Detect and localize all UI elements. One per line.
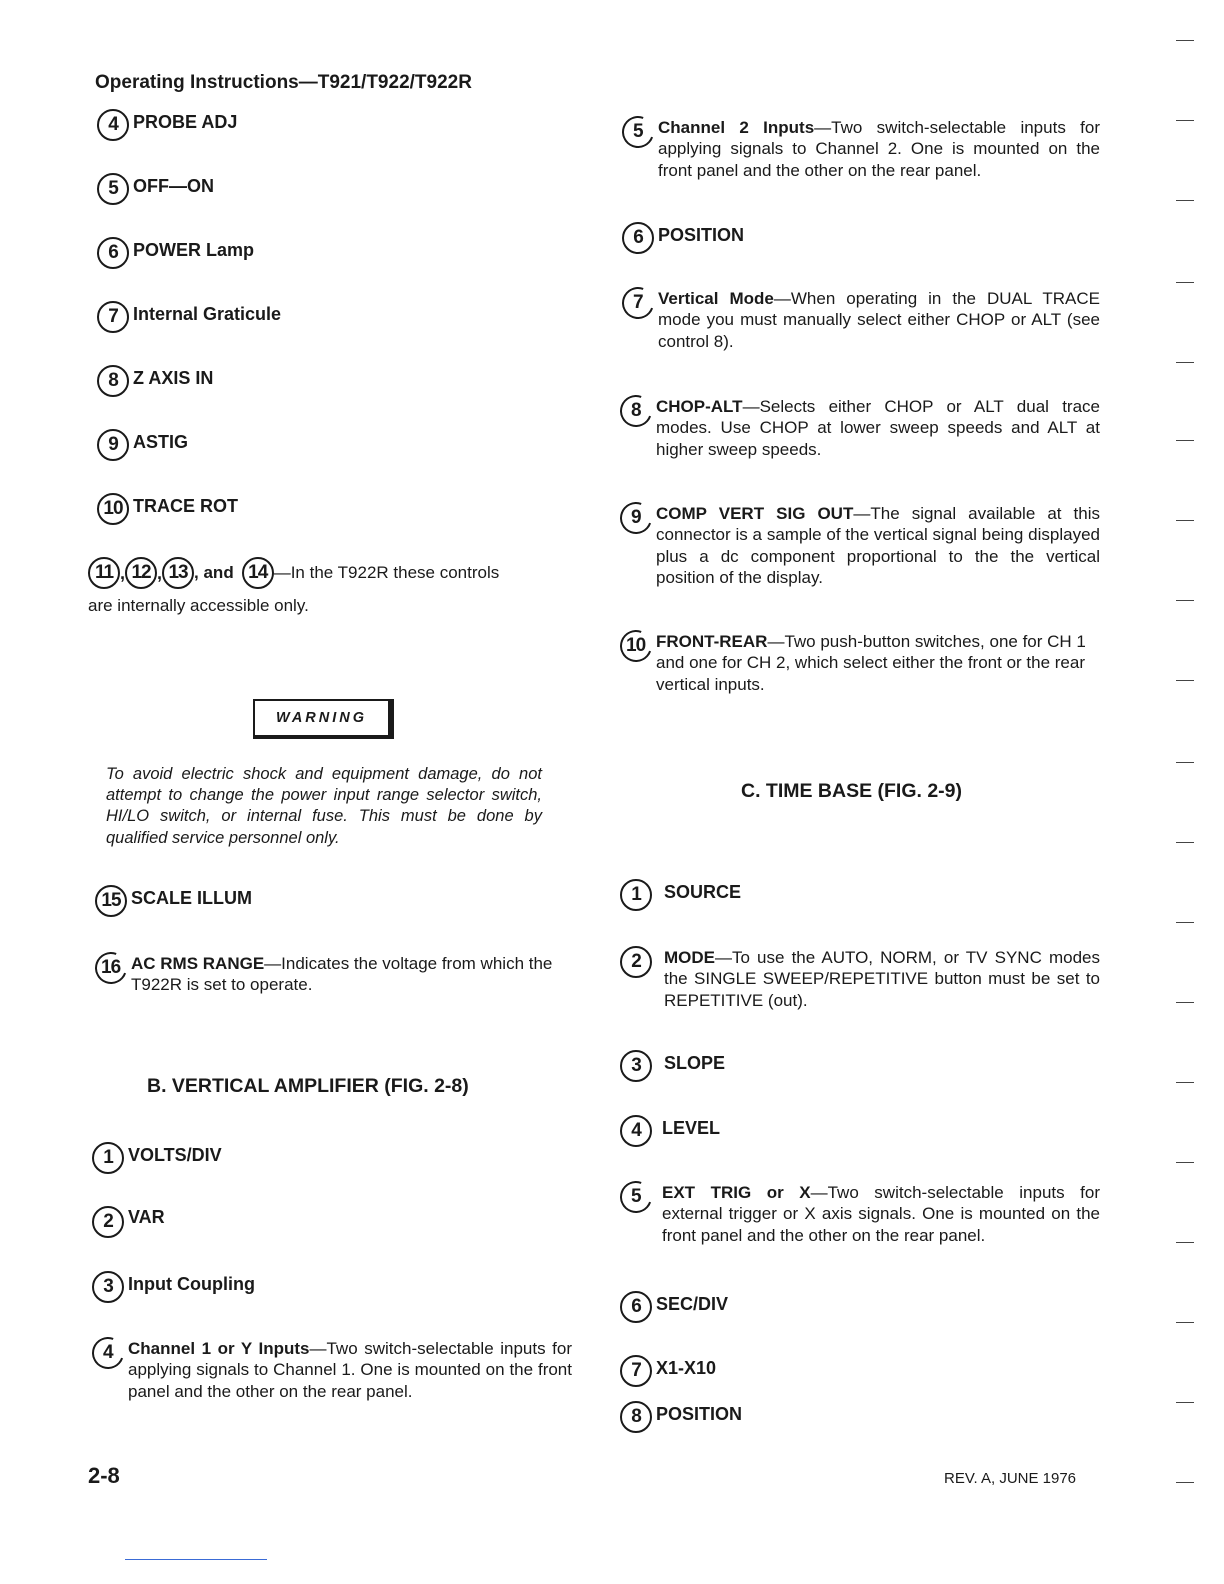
revision-note: REV. A, JUNE 1976 <box>944 1470 1077 1487</box>
edge-mark <box>1176 440 1194 441</box>
control-number-badge: 8 <box>620 1401 652 1433</box>
control-power-lamp <box>97 237 254 269</box>
control-number-badge: 4 <box>97 109 129 141</box>
edge-mark <box>1176 1002 1194 1003</box>
warning-text: To avoid electric shock and equipment damage, do not attempt to change the power input range selector switch, HI/LO switch, or internal fuse. This must be done by qualified service personnel only. <box>106 765 542 847</box>
control-label: SCALE ILLUM <box>131 888 252 908</box>
control-probe-adj <box>97 109 237 141</box>
edge-mark <box>1176 362 1194 363</box>
separator: , and <box>194 563 234 582</box>
edge-mark <box>1176 1162 1194 1163</box>
control-number-badge: 8 <box>615 390 658 433</box>
control-channel2-inputs <box>622 116 1100 181</box>
control-number-badge: 9 <box>97 429 129 461</box>
control-description: MODE—To use the AUTO, NORM, or TV SYNC modes the SINGLE SWEEP/REPETITIVE button must be set to REPETITIVE (out). <box>664 948 1100 1010</box>
control-volts-div <box>92 1142 222 1174</box>
control-number-badge: 1 <box>620 879 652 911</box>
control-sec-div <box>620 1291 728 1323</box>
edge-mark <box>1176 1242 1194 1243</box>
control-number-badge: 10 <box>615 625 658 668</box>
control-front-rear <box>620 630 1100 695</box>
control-label: PROBE ADJ <box>133 112 238 132</box>
note-text: —In the T922R these controls <box>273 563 500 582</box>
edge-mark <box>1176 120 1194 121</box>
note-text-line2: are internally accessible only. <box>88 596 309 615</box>
edge-mark <box>1176 842 1194 843</box>
control-input-coupling <box>92 1271 255 1303</box>
control-ext-trig <box>620 1181 1100 1246</box>
edge-mark <box>1176 282 1194 283</box>
control-number-badge: 14 <box>242 557 274 589</box>
control-number-badge: 16 <box>90 947 133 990</box>
control-label: OFF—ON <box>133 176 214 196</box>
control-description: Channel 2 Inputs—Two switch-selectable inputs for applying signals to Channel 2. One is mounted on the front panel and the other on the rear panel. <box>658 118 1100 180</box>
control-number-badge: 5 <box>617 111 660 154</box>
control-channel1-inputs <box>92 1337 572 1402</box>
control-number-badge: 9 <box>615 497 658 540</box>
control-number-badge: 7 <box>617 282 660 325</box>
edge-mark <box>1176 762 1194 763</box>
control-label: VAR <box>128 1207 165 1227</box>
section-title-vertical: B. VERTICAL AMPLIFIER (FIG. 2-8) <box>147 1075 469 1097</box>
control-number-badge: 11 <box>88 557 120 589</box>
control-astig <box>97 429 188 461</box>
control-number-badge: 3 <box>620 1050 652 1082</box>
control-label: Internal Graticule <box>133 304 282 324</box>
control-label: SEC/DIV <box>656 1294 729 1314</box>
edge-mark <box>1176 600 1194 601</box>
page-number: 2-8 <box>88 1463 120 1488</box>
control-position-vertical <box>622 222 744 254</box>
edge-mark <box>1176 40 1194 41</box>
control-level <box>620 1115 720 1147</box>
control-label: Z AXIS IN <box>133 368 214 388</box>
control-source <box>620 879 741 911</box>
control-ac-rms-range <box>95 952 575 996</box>
control-comp-vert-sig-out <box>620 502 1100 588</box>
control-number-badge: 3 <box>92 1271 124 1303</box>
control-number-badge: 4 <box>620 1115 652 1147</box>
control-description: FRONT-REAR—Two push-button switches, one for CH 1 and one for CH 2, which select either the front or the rear vertical inputs. <box>656 632 1086 694</box>
control-off-on <box>97 173 214 205</box>
control-description: Channel 1 or Y Inputs—Two switch-selectable inputs for applying signals to Channel 1. One is mounted on the front panel and the other on the rear panel. <box>128 1339 572 1401</box>
edge-mark <box>1176 1402 1194 1403</box>
edge-mark <box>1176 200 1194 201</box>
edge-mark <box>1176 922 1194 923</box>
control-number-badge: 5 <box>97 173 129 205</box>
control-label: ASTIG <box>133 432 189 452</box>
control-description: Vertical Mode—When operating in the DUAL TRACE mode you must manually select either CHOP or ALT (see control 8). <box>658 289 1100 351</box>
control-internal-graticule <box>97 301 281 333</box>
control-number-badge: 1 <box>92 1142 124 1174</box>
control-number-badge: 7 <box>620 1355 652 1387</box>
control-number-badge: 5 <box>615 1176 658 1219</box>
control-description: CHOP-ALT—Selects either CHOP or ALT dual trace modes. Use CHOP at lower sweep speeds and ALT at higher sweep speeds. <box>656 397 1100 459</box>
control-z-axis-in <box>97 365 213 397</box>
control-label: TRACE ROT <box>133 496 238 516</box>
edge-mark <box>1176 1482 1194 1483</box>
control-number-badge: 6 <box>622 222 654 254</box>
control-number-badge: 2 <box>92 1206 124 1238</box>
control-label: POSITION <box>658 225 745 245</box>
control-label: SOURCE <box>664 882 742 902</box>
control-label: SLOPE <box>664 1053 726 1073</box>
edge-mark <box>1176 1322 1194 1323</box>
edge-mark <box>1176 680 1194 681</box>
control-description: EXT TRIG or X—Two switch-selectable inputs for external trigger or X axis signals. One is mounted on the front panel and the other on the rear panel. <box>662 1183 1100 1245</box>
control-description: AC RMS RANGE—Indicates the voltage from which the T922R is set to operate. <box>131 954 553 995</box>
control-vertical-mode <box>622 287 1100 352</box>
control-scale-illum <box>95 885 252 917</box>
control-label: POWER Lamp <box>133 240 255 260</box>
bottom-rule <box>125 1559 267 1560</box>
control-label: POSITION <box>656 1404 743 1424</box>
separator: , <box>120 562 126 583</box>
separator: , <box>157 562 163 583</box>
control-description: COMP VERT SIG OUT—The signal available at this connector is a sample of the vertical signal being displayed plus a dc component proportional to the the vertical position of the display. <box>656 504 1101 587</box>
control-mode <box>620 946 1100 1011</box>
control-label: Input Coupling <box>128 1274 255 1294</box>
control-var <box>92 1206 165 1238</box>
edge-mark <box>1176 1082 1194 1083</box>
control-number-badge: 7 <box>97 301 129 333</box>
control-label: LEVEL <box>662 1118 721 1138</box>
control-slope <box>620 1050 725 1082</box>
control-x1-x10 <box>620 1355 716 1387</box>
section-title-time-base: C. TIME BASE (FIG. 2-9) <box>741 780 963 802</box>
control-number-badge: 13 <box>162 557 194 589</box>
control-chop-alt <box>620 395 1100 460</box>
control-label: X1-X10 <box>656 1358 717 1378</box>
control-number-badge: 8 <box>97 365 129 397</box>
control-number-badge: 4 <box>87 1332 130 1375</box>
control-number-badge: 2 <box>620 946 652 978</box>
internal-controls-note <box>88 557 499 589</box>
page-header: Operating Instructions—T921/T922/T922R <box>95 72 472 93</box>
control-label: VOLTS/DIV <box>128 1145 222 1165</box>
control-number-badge: 12 <box>125 557 157 589</box>
control-number-badge: 6 <box>97 237 129 269</box>
control-position-horizontal <box>620 1401 742 1433</box>
edge-mark <box>1176 520 1194 521</box>
control-number-badge: 15 <box>95 885 127 917</box>
warning-box: WARNING <box>253 699 394 739</box>
control-number-badge: 6 <box>620 1291 652 1323</box>
control-number-badge: 10 <box>97 493 129 525</box>
control-trace-rot <box>97 493 238 525</box>
